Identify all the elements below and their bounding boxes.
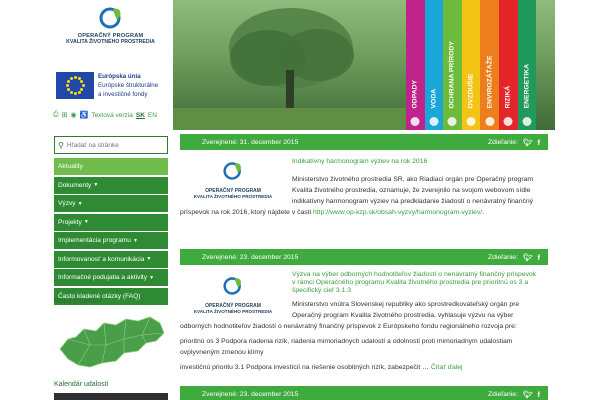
eu-star-icon [78,91,81,94]
theme-icon [429,117,438,126]
nav-item-aktuality[interactable] [54,158,168,175]
theme-icon [504,117,513,126]
text-version-link[interactable]: Textová verzia [91,111,133,119]
eu-funds-logo[interactable] [56,72,171,104]
nav-label: Často kladené otázky (FAQ) [58,292,141,300]
theme-icon [467,117,476,126]
theme-tab-text: RIZIKÁ [504,85,512,109]
map-title: Mapa projektov [54,298,102,305]
eu-title: Európska únia [98,73,141,80]
theme-tabs [406,0,555,130]
eu-star-icon [82,84,85,87]
text-line: Kvalita životného prostredia, oznamuje, že zverejnilo na svojom webovom sídle [292,187,531,194]
theme-tab[interactable] [406,0,425,130]
eu-star-icon [80,80,83,83]
slovakia-map[interactable] [54,309,168,373]
accessibility-icon[interactable]: ♿ [79,112,89,119]
harmonogram-link[interactable]: http://www.op-kzp.sk/obsah-vyzvy/harmonogram-vyziev/ [313,209,483,216]
lang-sk-link[interactable]: SK [135,111,145,119]
facebook-icon[interactable]: f [537,252,540,262]
title-line: Výzva na výber odborných hodnotiteľov žiadostí o nenávratný finančný príspevok [292,271,537,278]
news-item [180,134,548,246]
theme-tab[interactable] [462,0,481,130]
theme-tab-text: VODA [430,88,438,109]
chevron-down-icon: ▼ [149,274,155,281]
thumb-line-2: KVALITA ŽIVOTNÉHO PROSTREDIA [193,194,273,199]
nav-item-dokumenty[interactable] [54,177,168,194]
news-date: Zverejnené: 23. december 2015 [202,390,299,398]
eu-star-icon [70,91,73,94]
news-thumbnail[interactable] [188,160,278,198]
nav-item-projekty[interactable] [54,214,168,231]
text-fragment: príspevok na rok 2016, ktorý nájdete v časti [180,209,313,216]
news-thumbnail[interactable] [188,275,278,313]
theme-tab-text: ODPADY [411,79,419,109]
nav-label: Implementácia programu [58,237,131,244]
theme-tab-text: OCHRANA PRÍRODY [448,41,456,109]
chevron-down-icon: ▼ [132,237,138,244]
title-line: Indikatívny harmonogram výziev na rok 2016 [292,158,428,165]
title-line: v rámci Operačného programu Kvalita životného prostredia pre prioritnú os 3 a [292,279,529,286]
nav-item-informovanost[interactable] [54,251,168,268]
theme-icon [485,117,494,126]
calendar-title: Kalendár udalostí [54,381,109,388]
theme-icon [448,117,457,126]
news-date: Zverejnené: 31. december 2015 [202,138,299,146]
leaf-logo-icon [223,275,243,297]
search-icon[interactable]: ⚲ [58,140,64,150]
left-sidebar [48,0,173,400]
hero-banner [173,0,555,130]
title-line: špecifický cieľ 3.1.3 [292,287,352,294]
text-line: ovplyvneným zmenou klímy [180,349,264,356]
nav-item-podujatia[interactable] [54,269,168,286]
nav-label: Projekty [58,218,82,226]
news-title-link[interactable] [292,158,548,166]
twitter-icon[interactable]: 🐦︎ [522,137,533,147]
leaf-logo-icon [99,5,123,31]
thumb-line-1: OPERAČNÝ PROGRAM [205,303,261,309]
text-line [180,362,548,373]
page [48,0,555,400]
theme-tab[interactable] [480,0,499,130]
logo-line-2: KVALITA ŽIVOTNÉHO PROSTREDIA [66,39,155,45]
read-more-link[interactable]: Čítať ďalej [430,364,463,371]
eu-line-2: a investičné fondy [98,91,148,98]
news-header-bar [180,134,548,150]
eu-flag-icon [56,72,94,99]
eu-star-icon [67,80,70,83]
theme-tab[interactable] [443,0,462,130]
calendar-header[interactable] [54,393,168,400]
print-icon[interactable]: ⎙ [53,111,59,118]
text-fragment: investičnú prioritu 3.1 Podpora investícií na riešenie osobitných rizík, zabezpečit … [180,364,431,371]
text-line [180,209,484,216]
news-date: Zverejnené: 23. december 2015 [202,253,299,261]
share-label: Zdieľanie: [488,253,518,261]
theme-icon [522,117,531,126]
eu-star-icon [80,88,83,91]
eu-star-icon [67,88,70,91]
news-item [180,249,548,383]
news-body [180,150,548,246]
text-fragment: . [482,209,485,216]
text-line: odborných hodnotiteľov žiadostí o nenávratný finančný príspevok z Európskeho fondu regionálneho rozvoja pre: [180,323,517,330]
chevron-down-icon: ▼ [146,256,152,262]
theme-tab-text: ENERGETIKA [523,63,531,109]
nav-label: Výzvy [58,200,76,207]
search-box [54,136,168,154]
nav-label: Informačné podujatia a aktivity [58,274,148,281]
share-box [488,138,540,147]
twitter-icon[interactable]: 🐦︎ [522,252,533,262]
nav-item-implementacia[interactable] [54,232,168,249]
theme-icon [411,117,420,126]
news-item [180,386,548,400]
news-header-bar [180,386,548,400]
theme-tab[interactable] [518,0,537,130]
thumb-line-2: KVALITA ŽIVOTNÉHO PROSTREDIA [193,309,273,314]
nav-label: Informovanosť a komunikácia [58,255,145,263]
eu-star-icon [74,92,77,95]
rss-icon[interactable]: ◉ [70,112,77,119]
nav-item-vyzvy[interactable] [54,195,168,212]
program-logo[interactable] [48,0,173,62]
eu-star-icon [66,84,69,87]
share-box [488,390,540,399]
eu-star-icon [74,76,77,79]
text-line: Ministerstvo vnútra Slovenskej republiky ako sprostredkovateľský orgán pre [292,301,520,308]
text-line: Ministerstvo životného prostredia SR, ako Riadiaci orgán pre Operačný program [292,176,534,183]
chevron-down-icon: ▼ [93,182,99,188]
twitter-icon[interactable]: 🐦︎ [522,389,533,399]
news-header-bar [180,249,548,265]
theme-tab-text: ENVIROZÁŤAŽE [486,55,494,109]
news-body [180,265,548,383]
facebook-icon[interactable]: f [537,137,540,147]
thumb-line-1: OPERAČNÝ PROGRAM [205,188,261,194]
nav-label: Dokumenty [58,181,92,189]
news-title-link[interactable] [292,271,548,295]
eu-line-1: Európske štrukturálne [98,82,159,89]
sitemap-icon[interactable]: ⊞ [61,112,68,119]
text-line: prioritnú os 3 Podpora riadenia rizík, riadenia mimoriadnych udalostí a odolnosti proti mimoriadnym udalostiam [180,338,513,345]
share-label: Zdieľanie: [488,390,518,398]
facebook-icon[interactable]: f [537,389,540,399]
search-input[interactable] [67,142,167,149]
nav-label: Aktuality [58,163,83,170]
text-line: Operačný program Kvalita životného prostredia, vyhlasuje výzvu na výber [292,312,514,319]
logo-line-1: OPERAČNÝ PROGRAM [77,33,144,39]
leaf-logo-icon [223,160,243,182]
lang-en-link[interactable]: EN [147,111,157,119]
share-label: Zdieľanie: [488,138,518,146]
toolbar [53,109,173,121]
main-navigation [54,158,168,306]
tree-image [173,0,406,130]
text-line: indikatívny harmonogram výziev na predkladanie žiadostí o nenávratný finančný [292,198,534,205]
news-list [180,134,548,400]
chevron-down-icon: ▼ [83,219,89,225]
theme-tab-text: OVZDUŠIE [467,73,475,109]
theme-tab[interactable] [425,0,444,130]
share-box [488,253,540,262]
chevron-down-icon: ▼ [77,200,83,207]
theme-tab[interactable] [499,0,518,130]
eu-star-icon [70,77,73,80]
